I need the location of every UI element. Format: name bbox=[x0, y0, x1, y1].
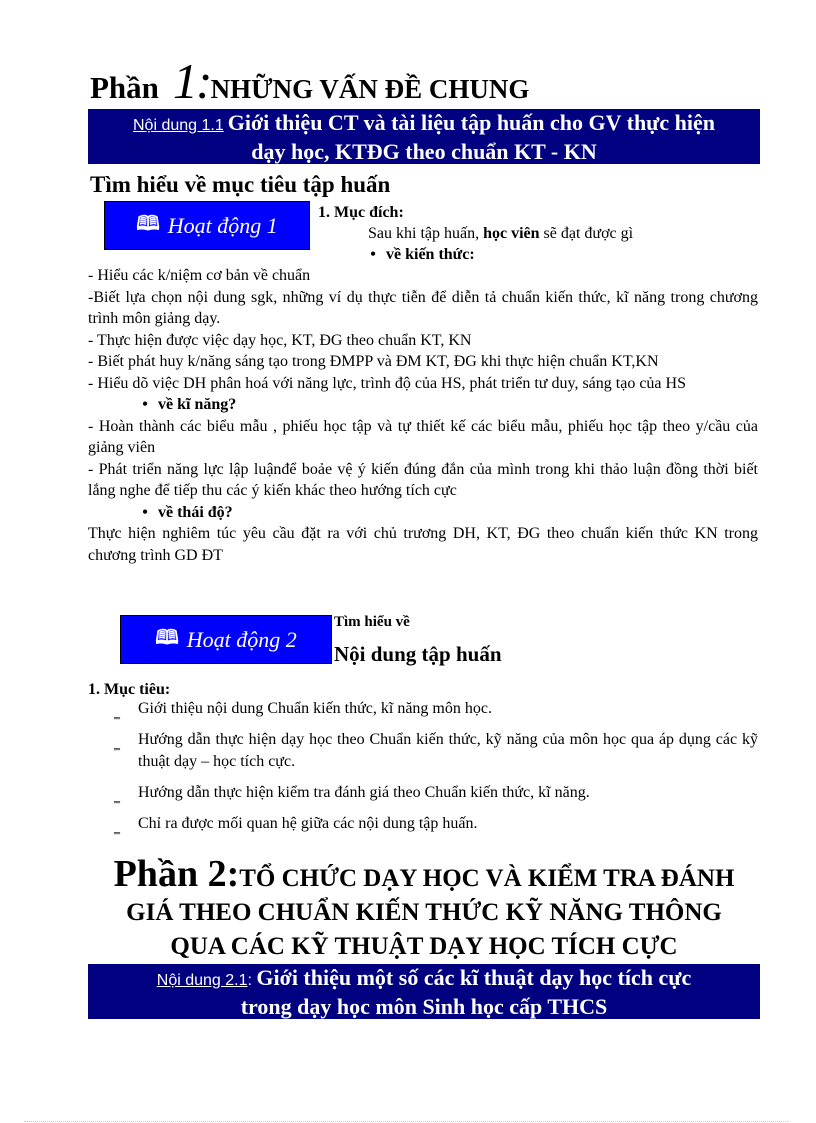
activity-2-box bbox=[120, 615, 332, 664]
purpose-heading: 1. Mục đích: bbox=[318, 204, 404, 221]
part2-heading-line3: QUA CÁC KỸ THUẬT DẠY HỌC TÍCH CỰC bbox=[170, 933, 678, 960]
section-1-1-title-line1: Giới thiệu CT và tài liệu tập huấn cho GV thực hiện bbox=[227, 110, 715, 135]
skills-heading bbox=[88, 394, 758, 416]
attitude-item: Thực hiện nghiêm túc yêu cầu đặt ra với chủ trương DH, KT, ĐG theo chuẩn kiến thức KN trong chương trình GD ĐT bbox=[88, 525, 758, 564]
goal-item-text: Hướng dẫn thực hiện dạy học theo Chuẩn kiến thức, kỹ năng của môn học qua áp dụng các kỹ thuật dạy – học tích cực. bbox=[138, 731, 758, 770]
section-1-1-label: Nội dung 1.1 bbox=[133, 117, 224, 134]
part2-heading-line1: TỔ CHỨC DẠY HỌC VÀ KIỂM TRA ĐÁNH bbox=[239, 865, 735, 892]
goal-item bbox=[114, 813, 758, 835]
knowledge-heading bbox=[360, 244, 475, 266]
purpose-intro-bold: học viên bbox=[483, 225, 540, 242]
activity-2-label: Hoạt động 2 bbox=[186, 626, 297, 652]
skills-item: - Hoàn thành các biểu mẫu , phiếu học tập và tự thiết kế các biểu mẫu, phiếu học tập theo y/cầu của giảng viên bbox=[88, 417, 758, 456]
section-2-1-label: Nội dung 2.1 bbox=[156, 972, 248, 989]
knowledge-item: - Hiểu các k/niệm cơ bản về chuẩn bbox=[88, 267, 311, 284]
page-border-dotted bbox=[24, 1121, 788, 1122]
dash-icon: ‗ bbox=[114, 705, 120, 719]
part1-word: Phần bbox=[90, 70, 159, 105]
book-icon: 🕮 bbox=[136, 212, 160, 235]
purpose-intro-text: Sau khi tập huấn, bbox=[368, 225, 484, 242]
dash-icon: ‗ bbox=[114, 789, 120, 803]
knowledge-item: - Thực hiện được việc dạy học, KT, ĐG theo chuẩn KT, KN bbox=[88, 331, 472, 349]
part2-title bbox=[88, 852, 760, 964]
activity-2-intro: Tìm hiểu về bbox=[334, 614, 410, 630]
goal-heading: Tìm hiểu về mục tiêu tập huấn bbox=[90, 172, 391, 197]
goal-item bbox=[114, 729, 758, 773]
bullet-icon: • bbox=[370, 246, 376, 263]
book-icon: 🕮 bbox=[155, 626, 179, 649]
part1-number: 1: bbox=[172, 53, 211, 109]
purpose-intro bbox=[368, 223, 633, 245]
part1-title bbox=[90, 52, 529, 110]
goal-item-text: Giới thiệu nội dung Chuẩn kiến thức, kĩ năng môn học. bbox=[138, 700, 492, 717]
section-2-1-separator: : bbox=[247, 972, 257, 989]
section-2-1-title-line2: trong dạy học môn Sinh học cấp THCS bbox=[240, 994, 608, 1019]
attitude-heading-text: về thái độ? bbox=[158, 503, 233, 521]
goal-item bbox=[114, 698, 758, 720]
knowledge-heading-text: về kiến thức: bbox=[386, 246, 475, 263]
dash-icon: ‗ bbox=[114, 736, 120, 750]
knowledge-list bbox=[88, 265, 758, 566]
knowledge-item: - Hiểu dõ việc DH phân hoá với năng lực, trình độ của HS, phát triển tư duy, sáng tạo của HS bbox=[88, 374, 686, 392]
part2-word: Phần 2: bbox=[113, 853, 240, 895]
activity-2-title: Nội dung tập huấn bbox=[334, 642, 502, 666]
part1-heading: NHỮNG VẤN ĐỀ CHUNG bbox=[210, 74, 530, 104]
dash-icon: ‗ bbox=[114, 820, 120, 834]
purpose-intro-text-end: sẽ đạt được gì bbox=[539, 225, 634, 242]
activity-1-label: Hoạt động 1 bbox=[167, 212, 278, 238]
activity-1-box bbox=[104, 201, 310, 250]
attitude-heading bbox=[88, 502, 758, 524]
goals-list bbox=[114, 698, 758, 844]
goal-item bbox=[114, 782, 758, 804]
goals-heading: 1. Mục tiêu: bbox=[88, 681, 171, 698]
section-2-1-banner bbox=[88, 964, 760, 1019]
skills-heading-text: về kĩ năng? bbox=[158, 396, 237, 413]
goal-item-text: Chỉ ra được mối quan hệ giữa các nội dung tập huấn. bbox=[138, 815, 478, 832]
bullet-icon: • bbox=[142, 396, 148, 413]
part2-heading-line2: GIÁ THEO CHUẨN KIẾN THỨC KỸ NĂNG THÔNG bbox=[126, 899, 722, 926]
goal-item-text: Hướng dẫn thực hiện kiểm tra đánh giá theo Chuẩn kiến thức, kĩ năng. bbox=[138, 784, 590, 801]
bullet-icon: • bbox=[142, 503, 148, 521]
section-2-1-title-line1: Giới thiệu một số các kĩ thuật dạy học tích cực bbox=[256, 965, 692, 990]
knowledge-item: -Biết lựa chọn nội dung sgk, những ví dụ thực tiễn để diễn tả chuẩn kiến thức, kĩ năng trong chương trình môn giảng dạy. bbox=[88, 288, 758, 327]
section-1-1-title-line2: dạy học, KTĐG theo chuẩn KT - KN bbox=[251, 139, 597, 164]
knowledge-item: - Biết phát huy k/năng sáng tạo trong ĐMPP và ĐM KT, ĐG khi thực hiện chuẩn KT,KN bbox=[88, 353, 659, 370]
skills-item: - Phát triển năng lực lập luậnđể boảe vệ ý kiến đúng đắn của mình trong khi thảo luận đồng thời biết lắng nghe để tiếp thu các ý kiến khác theo hướng tích cực bbox=[88, 460, 758, 499]
section-1-1-banner bbox=[88, 109, 760, 164]
